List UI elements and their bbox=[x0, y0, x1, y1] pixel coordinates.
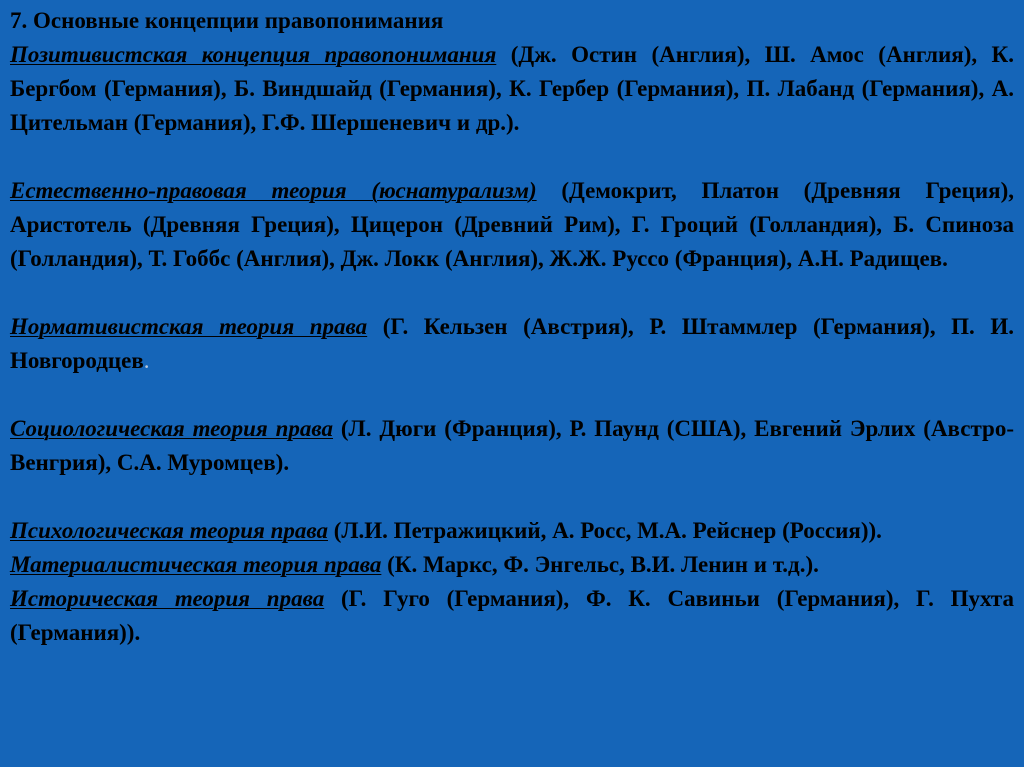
section-psychological-term: Психологическая теория права bbox=[10, 518, 328, 543]
slide-title: 7. Основные концепции правопонимания bbox=[10, 8, 444, 33]
section-normativist-tail: . bbox=[143, 348, 150, 373]
section-materialist bbox=[10, 548, 1014, 582]
section-historical-term: Историческая теория права bbox=[10, 586, 325, 611]
section-psychological-text: (Л.И. Петражицкий, А. Росс, М.А. Рейснер (Россия)). bbox=[328, 518, 882, 543]
section-historical bbox=[10, 582, 1014, 650]
section-normativist-term: Нормативистская теория права bbox=[10, 314, 368, 339]
section-sociological bbox=[10, 412, 1014, 480]
section-materialist-term: Материалистическая теория права bbox=[10, 552, 382, 577]
section-sociological-term: Социологическая теория права bbox=[10, 416, 334, 441]
section-psychological bbox=[10, 514, 1014, 548]
section-natural-law-term: Естественно-правовая теория (юснатурализм) bbox=[10, 178, 537, 203]
section-normativist-text: (Г. Кельзен (Австрия), Р. Штаммлер (Германия), П. И. Новгородцев bbox=[10, 314, 1014, 373]
section-sociological-text: (Л. Дюги (Франция), Р. Паунд (США), Евгений Эрлих (Австро-Венгрия), С.А. Муромцев). bbox=[10, 416, 1014, 475]
section-historical-text: (Г. Гуго (Германия), Ф. К. Савиньи (Германия), Г. Пухта (Германия)). bbox=[10, 586, 1014, 645]
section-normativist bbox=[10, 310, 1014, 378]
section-natural-law bbox=[10, 174, 1014, 276]
section-positivist-text: (Дж. Остин (Англия), Ш. Амос (Англия), К. Бергбом (Германия), Б. Виндшайд (Германия), К. Гербер (Германия), П. Лабанд (Германия), А. Цительман (Германия), Г.Ф. Шершеневич и др.). bbox=[10, 42, 1014, 135]
section-positivist bbox=[10, 38, 1014, 140]
section-materialist-text: (К. Маркс, Ф. Энгельс, В.И. Ленин и т.д.). bbox=[381, 552, 819, 577]
section-natural-law-text: (Демокрит, Платон (Древняя Греция), Аристотель (Древняя Греция), Цицерон (Древний Рим), Г. Гроций (Голландия), Б. Спиноза (Голландия), Т. Гоббс (Англия), Дж. Локк (Англия), Ж.Ж. Руссо (Франция), А.Н. Радищев. bbox=[10, 178, 1014, 271]
section-positivist-term: Позитивистская концепция правопонимания bbox=[10, 42, 497, 67]
